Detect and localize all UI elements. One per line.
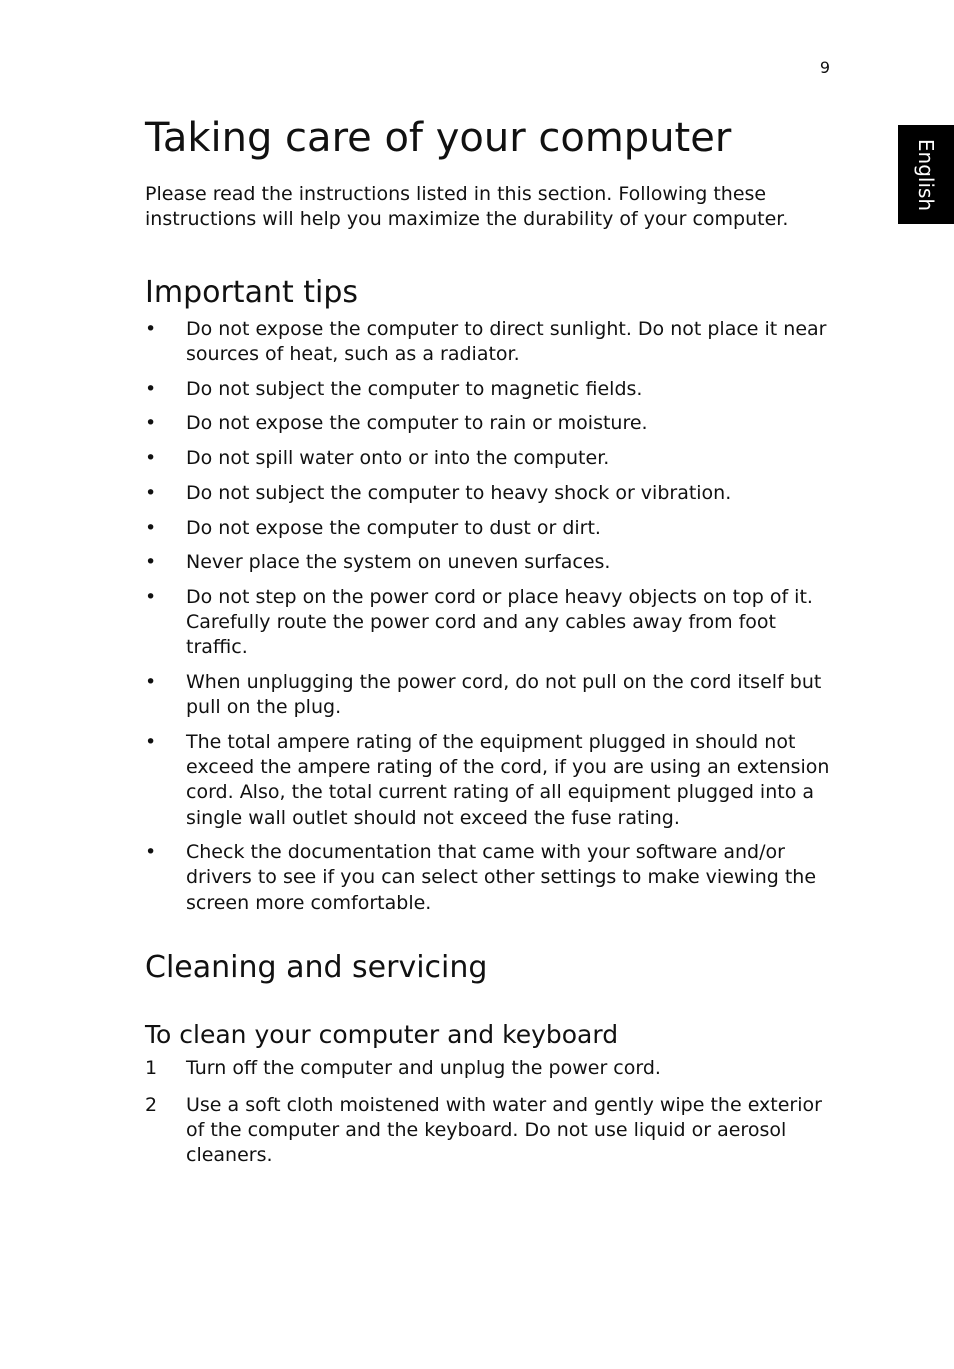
page-title: Taking care of your computer	[145, 115, 732, 161]
list-item	[145, 840, 835, 916]
list-item	[145, 377, 835, 402]
list-item-text: The total ampere rating of the equipment plugged in should not exceed the ampere rating of the cord, if you are using an extension cord. Also, the total current rating of all equipment plugged into a single wall outlet should not exceed the fuse rating.	[186, 730, 830, 829]
list-item	[145, 550, 835, 575]
list-item-text: Do not expose the computer to rain or moisture.	[186, 412, 648, 435]
list-item-text: Do not expose the computer to dust or dirt.	[186, 516, 601, 539]
list-item-text: Do not spill water onto or into the computer.	[186, 447, 610, 470]
list-item-text: Do not step on the power cord or place heavy objects on top of it. Carefully route the power cord and any cables away from foot traffic.	[186, 585, 813, 659]
page-content	[145, 110, 835, 1180]
list-item	[145, 481, 835, 506]
language-tab	[898, 125, 954, 224]
section-heading-cleaning: Cleaning and servicing	[145, 949, 488, 985]
step-text: Turn off the computer and unplug the power cord.	[186, 1056, 661, 1079]
bullet-marker: •	[145, 412, 157, 435]
list-item-text: Do not expose the computer to direct sunlight. Do not place it near sources of heat, such as a radiator.	[186, 317, 827, 366]
bullet-marker: •	[145, 841, 157, 864]
tips-list	[145, 317, 835, 916]
step-number: 2	[145, 1093, 158, 1116]
list-item	[145, 516, 835, 541]
bullet-marker: •	[145, 516, 157, 539]
list-item-text: Never place the system on uneven surfaces.	[186, 551, 611, 574]
subsection-heading-clean-computer: To clean your computer and keyboard	[145, 1019, 619, 1049]
list-item	[145, 411, 835, 436]
list-item-text: Do not subject the computer to magnetic fields.	[186, 377, 643, 400]
list-item-text: Do not subject the computer to heavy shock or vibration.	[186, 481, 732, 504]
step-item	[145, 1093, 835, 1169]
list-item	[145, 446, 835, 471]
cleaning-steps-list	[145, 1056, 835, 1168]
list-item-text: When unplugging the power cord, do not pull on the cord itself but pull on the plug.	[186, 671, 822, 719]
bullet-marker: •	[145, 377, 157, 400]
bullet-marker: •	[145, 481, 157, 504]
list-item	[145, 585, 835, 661]
language-tab-label: English	[914, 138, 938, 211]
list-item-text: Check the documentation that came with your software and/or drivers to see if you can select other settings to make viewing the screen more comfortable.	[186, 841, 817, 914]
step-item	[145, 1056, 835, 1081]
bullet-marker: •	[145, 317, 157, 340]
intro-paragraph: Please read the instructions listed in this section. Following these instructions will help you maximize the durability of your computer.	[145, 183, 789, 231]
bullet-marker: •	[145, 585, 157, 608]
bullet-marker: •	[145, 730, 157, 753]
list-item	[145, 670, 835, 720]
step-text: Use a soft cloth moistened with water and gently wipe the exterior of the computer and the keyboard. Do not use liquid or aerosol cleaners.	[186, 1093, 822, 1166]
section-heading-important-tips: Important tips	[145, 274, 359, 310]
bullet-marker: •	[145, 551, 157, 574]
list-item	[145, 317, 835, 367]
page-number: 9	[819, 58, 830, 77]
step-number: 1	[145, 1056, 158, 1079]
bullet-marker: •	[145, 447, 157, 470]
list-item	[145, 730, 835, 831]
bullet-marker: •	[145, 671, 157, 694]
